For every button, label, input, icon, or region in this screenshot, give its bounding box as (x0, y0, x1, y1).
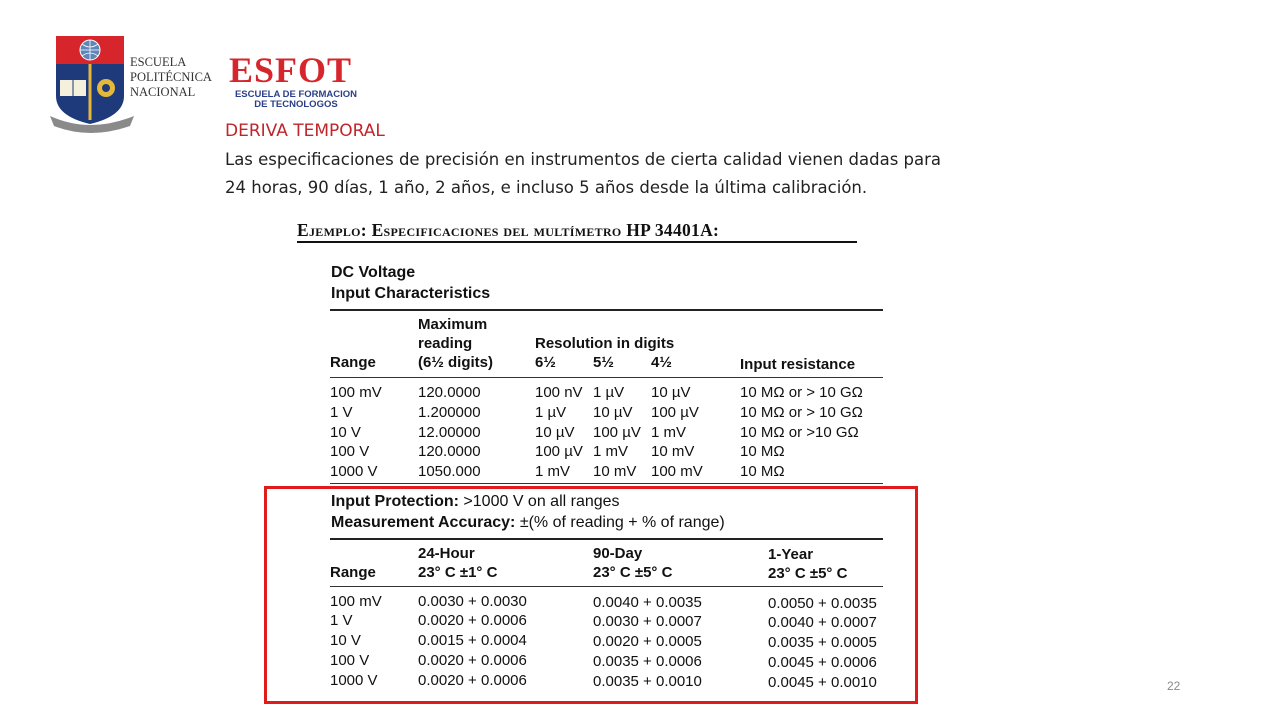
t1-cell-d6: 1 µV (535, 404, 567, 421)
esfot-sub-line-1: ESCUELA DE FORMACION (234, 89, 358, 100)
t1-cell-resistance: 10 MΩ or > 10 GΩ (740, 384, 863, 401)
measurement-accuracy-label: Measurement Accuracy: (331, 514, 516, 531)
t2-header-1y-1: 1-Year (768, 546, 814, 563)
t2-cell-90d: 0.0035 + 0.0006 (593, 653, 702, 670)
input-protection-value: >1000 V on all ranges (458, 493, 620, 510)
slide-heading: DERIVA TEMPORAL (225, 121, 385, 141)
input-protection-label: Input Protection: (331, 493, 459, 510)
t1-bottom-rule (330, 483, 883, 484)
esfot-logo-title: ESFOT (229, 50, 353, 90)
t2-cell-24h: 0.0020 + 0.0006 (418, 672, 527, 689)
t1-cell-resistance: 10 MΩ or > 10 GΩ (740, 404, 863, 421)
t1-header-range: Range (330, 354, 376, 371)
esfot-logo-subtitle (229, 90, 363, 110)
slide-paragraph (225, 146, 1005, 202)
t1-cell-max: 120.0000 (418, 443, 481, 460)
example-title-underline (297, 241, 857, 243)
t1-cell-d5: 1 mV (593, 443, 629, 460)
t1-cell-resistance: 10 MΩ (740, 443, 785, 460)
t2-header-90d-1: 90-Day (593, 545, 643, 562)
t1-cell-range: 100 V (330, 443, 370, 460)
spec-title-input-characteristics: Input Characteristics (331, 285, 491, 302)
t1-cell-max: 120.0000 (418, 384, 481, 401)
t1-cell-d6: 10 µV (535, 424, 575, 441)
epn-crest-logo (50, 34, 134, 134)
epn-line-3: NACIONAL (130, 85, 196, 99)
t1-header-max-2: reading (418, 335, 473, 352)
t1-cell-d6: 100 µV (535, 443, 583, 460)
t1-header-max-3: (6½ digits) (418, 354, 494, 371)
t2-header-90d-2: 23° C ±5° C (593, 564, 673, 581)
t2-header-24h-2: 23° C ±1° C (418, 564, 498, 581)
t2-cell-1y: 0.0035 + 0.0005 (768, 634, 877, 651)
t2-cell-90d: 0.0035 + 0.0010 (593, 673, 702, 690)
paragraph-line-1: Las especificaciones de precisión en instrumentos de cierta calidad vienen dadas para (225, 150, 942, 169)
t1-cell-max: 1.200000 (418, 404, 481, 421)
t1-cell-resistance: 10 MΩ or >10 GΩ (740, 424, 859, 441)
t1-cell-d4: 10 mV (651, 443, 695, 460)
t2-cell-range: 1 V (330, 612, 353, 629)
t2-cell-1y: 0.0040 + 0.0007 (768, 614, 877, 631)
epn-line-1: ESCUELA (130, 55, 187, 69)
t1-cell-resistance: 10 MΩ (740, 463, 785, 480)
t1-cell-d6: 1 mV (535, 463, 571, 480)
t1-cell-d4: 100 µV (651, 404, 699, 421)
page-number: 22 (1167, 679, 1181, 693)
t2-header-1y-2: 23° C ±5° C (768, 565, 848, 582)
t2-cell-1y: 0.0045 + 0.0010 (768, 674, 877, 691)
t2-cell-range: 100 V (330, 652, 370, 669)
t1-cell-d5: 100 µV (593, 424, 641, 441)
t1-header-max-1: Maximum (418, 316, 488, 333)
t2-cell-range: 1000 V (330, 672, 378, 689)
t2-header-24h-1: 24-Hour (418, 545, 475, 562)
esfot-sub-line-2: DE TECNOLOGOS (254, 99, 338, 110)
t2-cell-24h: 0.0015 + 0.0004 (418, 632, 527, 649)
example-title: Ejemplo: Especificaciones del multímetro HP 34401A: (297, 220, 720, 240)
t1-cell-d4: 100 mV (651, 463, 703, 480)
t1-cell-range: 1 V (330, 404, 353, 421)
t1-cell-d4: 1 mV (651, 424, 687, 441)
t1-header-d5: 5½ (593, 354, 614, 371)
t1-cell-max: 1050.000 (418, 463, 481, 480)
t1-cell-d4: 10 µV (651, 384, 691, 401)
t1-cell-d6: 100 nV (535, 384, 583, 401)
t2-cell-24h: 0.0030 + 0.0030 (418, 593, 527, 610)
t2-cell-range: 100 mV (330, 593, 382, 610)
epn-line-2: POLITÉCNICA (130, 70, 212, 84)
t1-header-d4: 4½ (651, 354, 672, 371)
t1-cell-d5: 1 µV (593, 384, 625, 401)
paragraph-line-2: 24 horas, 90 días, 1 año, 2 años, e incluso 5 años desde la última calibración. (225, 178, 868, 197)
t2-cell-90d: 0.0040 + 0.0035 (593, 594, 702, 611)
t1-cell-range: 100 mV (330, 384, 382, 401)
t1-cell-max: 12.00000 (418, 424, 481, 441)
t2-header-range: Range (330, 564, 376, 581)
t2-cell-1y: 0.0050 + 0.0035 (768, 595, 877, 612)
t2-cell-1y: 0.0045 + 0.0006 (768, 654, 877, 671)
t1-header-rule (330, 377, 883, 378)
t2-cell-90d: 0.0020 + 0.0005 (593, 633, 702, 650)
epn-name (130, 55, 212, 100)
t1-cell-range: 1000 V (330, 463, 378, 480)
t1-header-input-resistance: Input resistance (740, 356, 856, 373)
t1-header-d6: 6½ (535, 354, 556, 371)
t2-cell-range: 10 V (330, 632, 361, 649)
t1-header-resolution: Resolution in digits (535, 335, 675, 352)
t1-cell-range: 10 V (330, 424, 361, 441)
t1-cell-d5: 10 mV (593, 463, 637, 480)
measurement-accuracy-value: ±(% of reading + % of range) (515, 514, 725, 531)
t2-cell-90d: 0.0030 + 0.0007 (593, 613, 702, 630)
rule-top (330, 309, 883, 311)
spec-title-dc-voltage: DC Voltage (331, 264, 416, 281)
t2-cell-24h: 0.0020 + 0.0006 (418, 612, 527, 629)
t1-cell-d5: 10 µV (593, 404, 633, 421)
t2-cell-24h: 0.0020 + 0.0006 (418, 652, 527, 669)
highlight-box (264, 486, 918, 704)
